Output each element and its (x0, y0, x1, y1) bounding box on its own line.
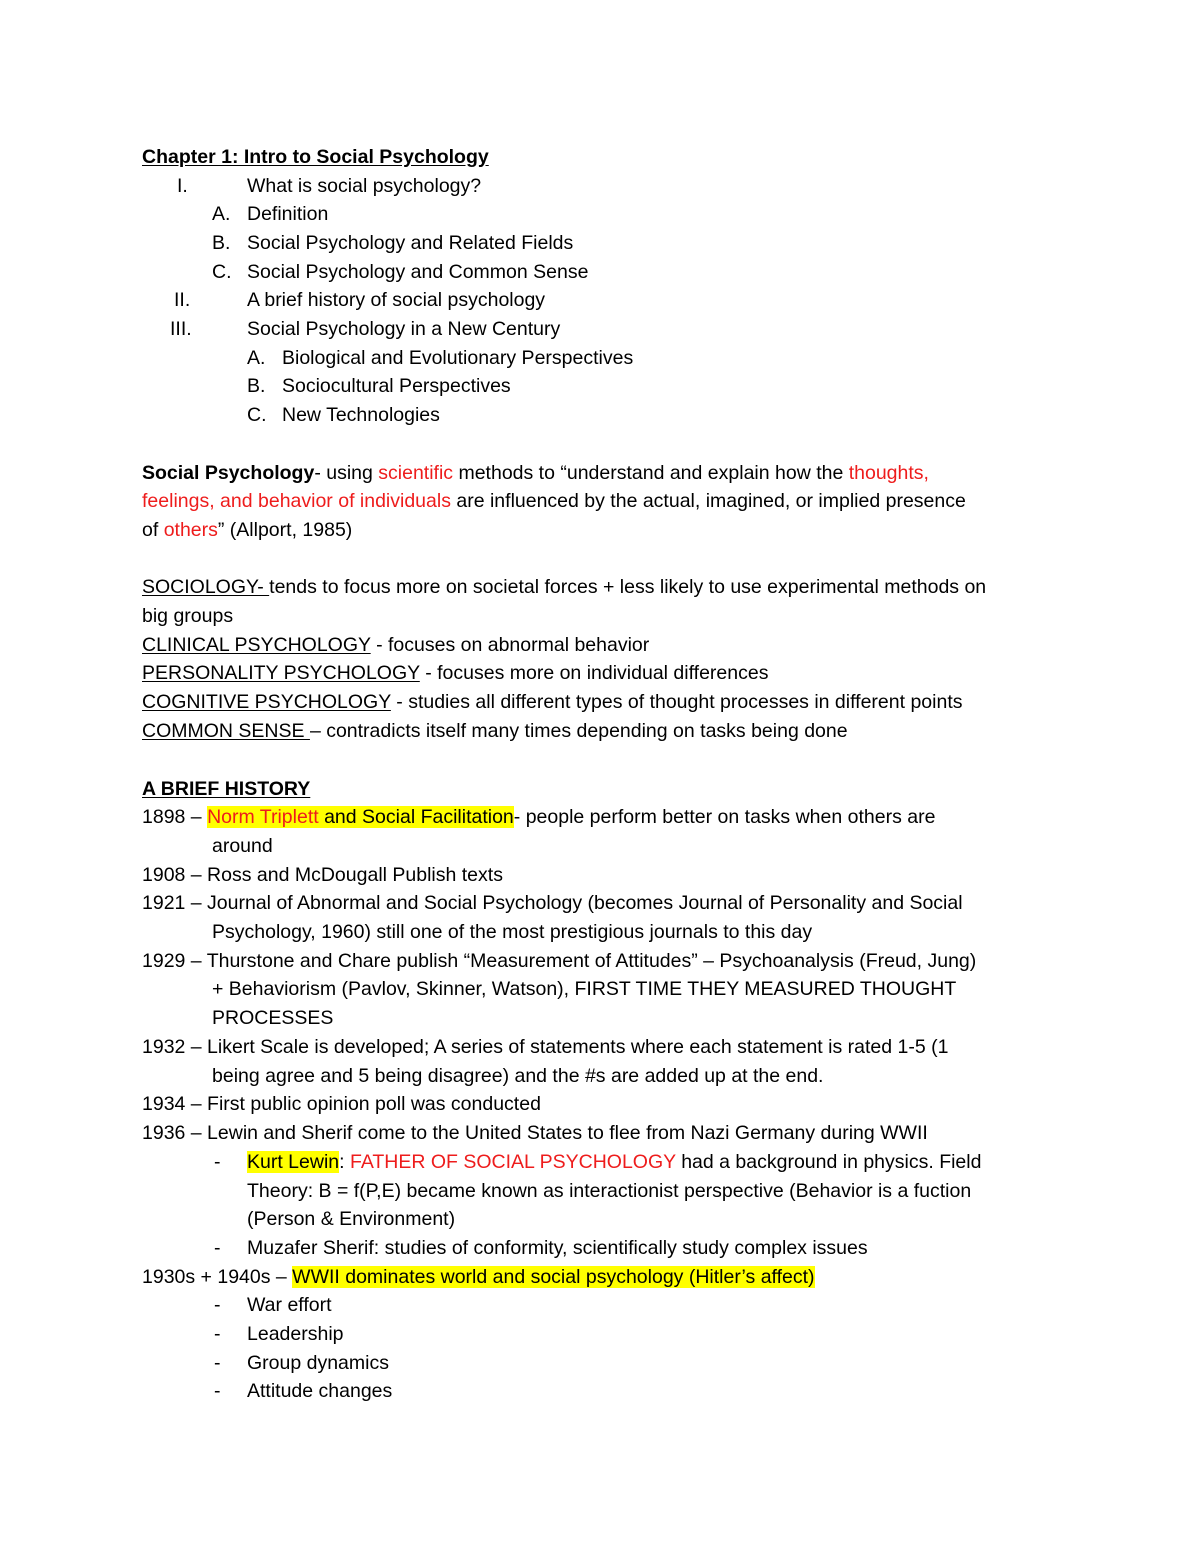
history-entry-1936: 1936 – Lewin and Sherif come to the United States to flee from Nazi Germany during WWII (142, 1122, 928, 1144)
field-term: PERSONALITY PSYCHOLOGY (142, 662, 420, 684)
outline-item: Biological and Evolutionary Perspectives (282, 347, 634, 369)
outline-item: Sociocultural Perspectives (282, 375, 511, 397)
definition-term: Social Psychology (142, 462, 315, 484)
field-term: COMMON SENSE (142, 720, 310, 742)
bullet-item: Leadership (247, 1323, 344, 1345)
outline-item: Social Psychology and Common Sense (247, 261, 589, 283)
field-sociology (142, 573, 986, 601)
chapter-title: Chapter 1: Intro to Social Psychology (142, 146, 489, 168)
entry-cont: + Behaviorism (Pavlov, Skinner, Watson), FIRST TIME THEY MEASURED THOUGHT (212, 978, 957, 1000)
history-entry-1929: 1929 – Thurstone and Chare publish “Measurement of Attitudes” – Psychoanalysis (Freud, Jung) (142, 950, 977, 972)
definition-text: methods to “understand and explain how the (453, 462, 849, 484)
title-father-social-psychology: FATHER OF SOCIAL PSYCHOLOGY (349, 1151, 676, 1173)
outline-marker: B. (247, 375, 266, 397)
outline-marker: II. (174, 289, 191, 311)
history-entry-1934: 1934 – First public opinion poll was conducted (142, 1093, 541, 1115)
outline-marker: I. (177, 175, 188, 197)
entry-desc: - people perform better on tasks when others are (513, 806, 936, 828)
history-entry-1908: 1908 – Ross and McDougall Publish texts (142, 864, 503, 886)
bullet-text: had a background in physics. Field (675, 1151, 982, 1173)
field-desc: tends to focus more on societal forces + less likely to use experimental methods on (269, 576, 987, 598)
outline-item: Social Psychology and Related Fields (247, 232, 574, 254)
outline-marker: A. (247, 347, 266, 369)
outline-item: New Technologies (282, 404, 440, 426)
outline-item: Social Psychology in a New Century (247, 318, 561, 340)
definition-line (142, 459, 929, 487)
field-desc: - focuses more on individual differences (419, 662, 769, 684)
outline-item: Definition (247, 203, 329, 225)
field-term: CLINICAL PSYCHOLOGY (142, 634, 371, 656)
keyword-scientific: scientific (378, 462, 454, 484)
outline-marker: B. (212, 232, 231, 254)
bullet-cont: (Person & Environment) (247, 1208, 456, 1230)
name-kurt-lewin: Kurt Lewin (247, 1151, 340, 1173)
entry-cont: Psychology, 1960) still one of the most prestigious journals to this day (212, 921, 813, 943)
field-common-sense (142, 717, 848, 745)
field-cognitive (142, 688, 963, 716)
bullet-dash: - (214, 1151, 221, 1173)
bullet-muzafer-sherif: Muzafer Sherif: studies of conformity, scientifically study complex issues (247, 1237, 868, 1259)
field-personality (142, 659, 768, 687)
highlight-triplett (207, 806, 514, 828)
definition-text: are influenced by the actual, imagined, or implied presence (450, 490, 966, 512)
keyword-thoughts: thoughts, (848, 462, 929, 484)
concept-social-facilitation: and Social Facilitation (318, 806, 514, 828)
name-norm-triplett: Norm Triplett (207, 806, 319, 828)
bullet-cont: Theory: B = f(P,E) became known as interactionist perspective (Behavior is a fuction (247, 1180, 972, 1202)
outline-item: What is social psychology? (247, 175, 482, 197)
definition-text: - using (314, 462, 379, 484)
history-entry-1898 (142, 803, 935, 831)
highlight-wwii: WWII dominates world and social psychology (Hitler’s affect) (292, 1266, 815, 1288)
definition-line (142, 516, 352, 544)
history-entry-1932: 1932 – Likert Scale is developed; A series of statements where each statement is rated 1-5 (1 (142, 1036, 949, 1058)
field-desc: – contradicts itself many times depending on tasks being done (309, 720, 848, 742)
bullet-dash: - (214, 1352, 221, 1374)
bullet-text: : (339, 1151, 350, 1173)
definition-line (142, 487, 966, 515)
field-desc: - focuses on abnormal behavior (370, 634, 650, 656)
outline-marker: C. (212, 261, 232, 283)
keyword-feelings: feelings, and behavior of individuals (142, 490, 451, 512)
bullet-item: War effort (247, 1294, 332, 1316)
bullet-item: Group dynamics (247, 1352, 389, 1374)
outline-marker: III. (170, 318, 192, 340)
keyword-others: others (163, 519, 218, 541)
field-clinical (142, 631, 649, 659)
entry-cont: PROCESSES (212, 1007, 334, 1029)
entry-year: 1898 – (142, 806, 208, 828)
field-desc: - studies all different types of thought processes in different points (390, 691, 963, 713)
field-term: COGNITIVE PSYCHOLOGY (142, 691, 391, 713)
definition-text: ” (Allport, 1985) (217, 519, 353, 541)
bullet-dash: - (214, 1294, 221, 1316)
outline-marker: C. (247, 404, 267, 426)
field-term: SOCIOLOGY- (142, 576, 270, 598)
bullet-dash: - (214, 1323, 221, 1345)
outline-item: A brief history of social psychology (247, 289, 546, 311)
entry-cont: around (212, 835, 273, 857)
bullet-dash: - (214, 1380, 221, 1402)
history-heading: A BRIEF HISTORY (142, 778, 311, 800)
outline-marker: A. (212, 203, 231, 225)
history-entry-1921: 1921 – Journal of Abnormal and Social Psychology (becomes Journal of Personality and Social (142, 892, 963, 914)
bullet-item: Attitude changes (247, 1380, 393, 1402)
bullet-dash: - (214, 1237, 221, 1259)
entry-cont: being agree and 5 being disagree) and the #s are added up at the end. (212, 1065, 824, 1087)
bullet-kurt-lewin (247, 1148, 981, 1176)
entry-year: 1930s + 1940s – (142, 1266, 293, 1288)
definition-text: of (142, 519, 164, 541)
history-entry-1930s (142, 1263, 815, 1291)
field-desc-cont: big groups (142, 605, 234, 627)
